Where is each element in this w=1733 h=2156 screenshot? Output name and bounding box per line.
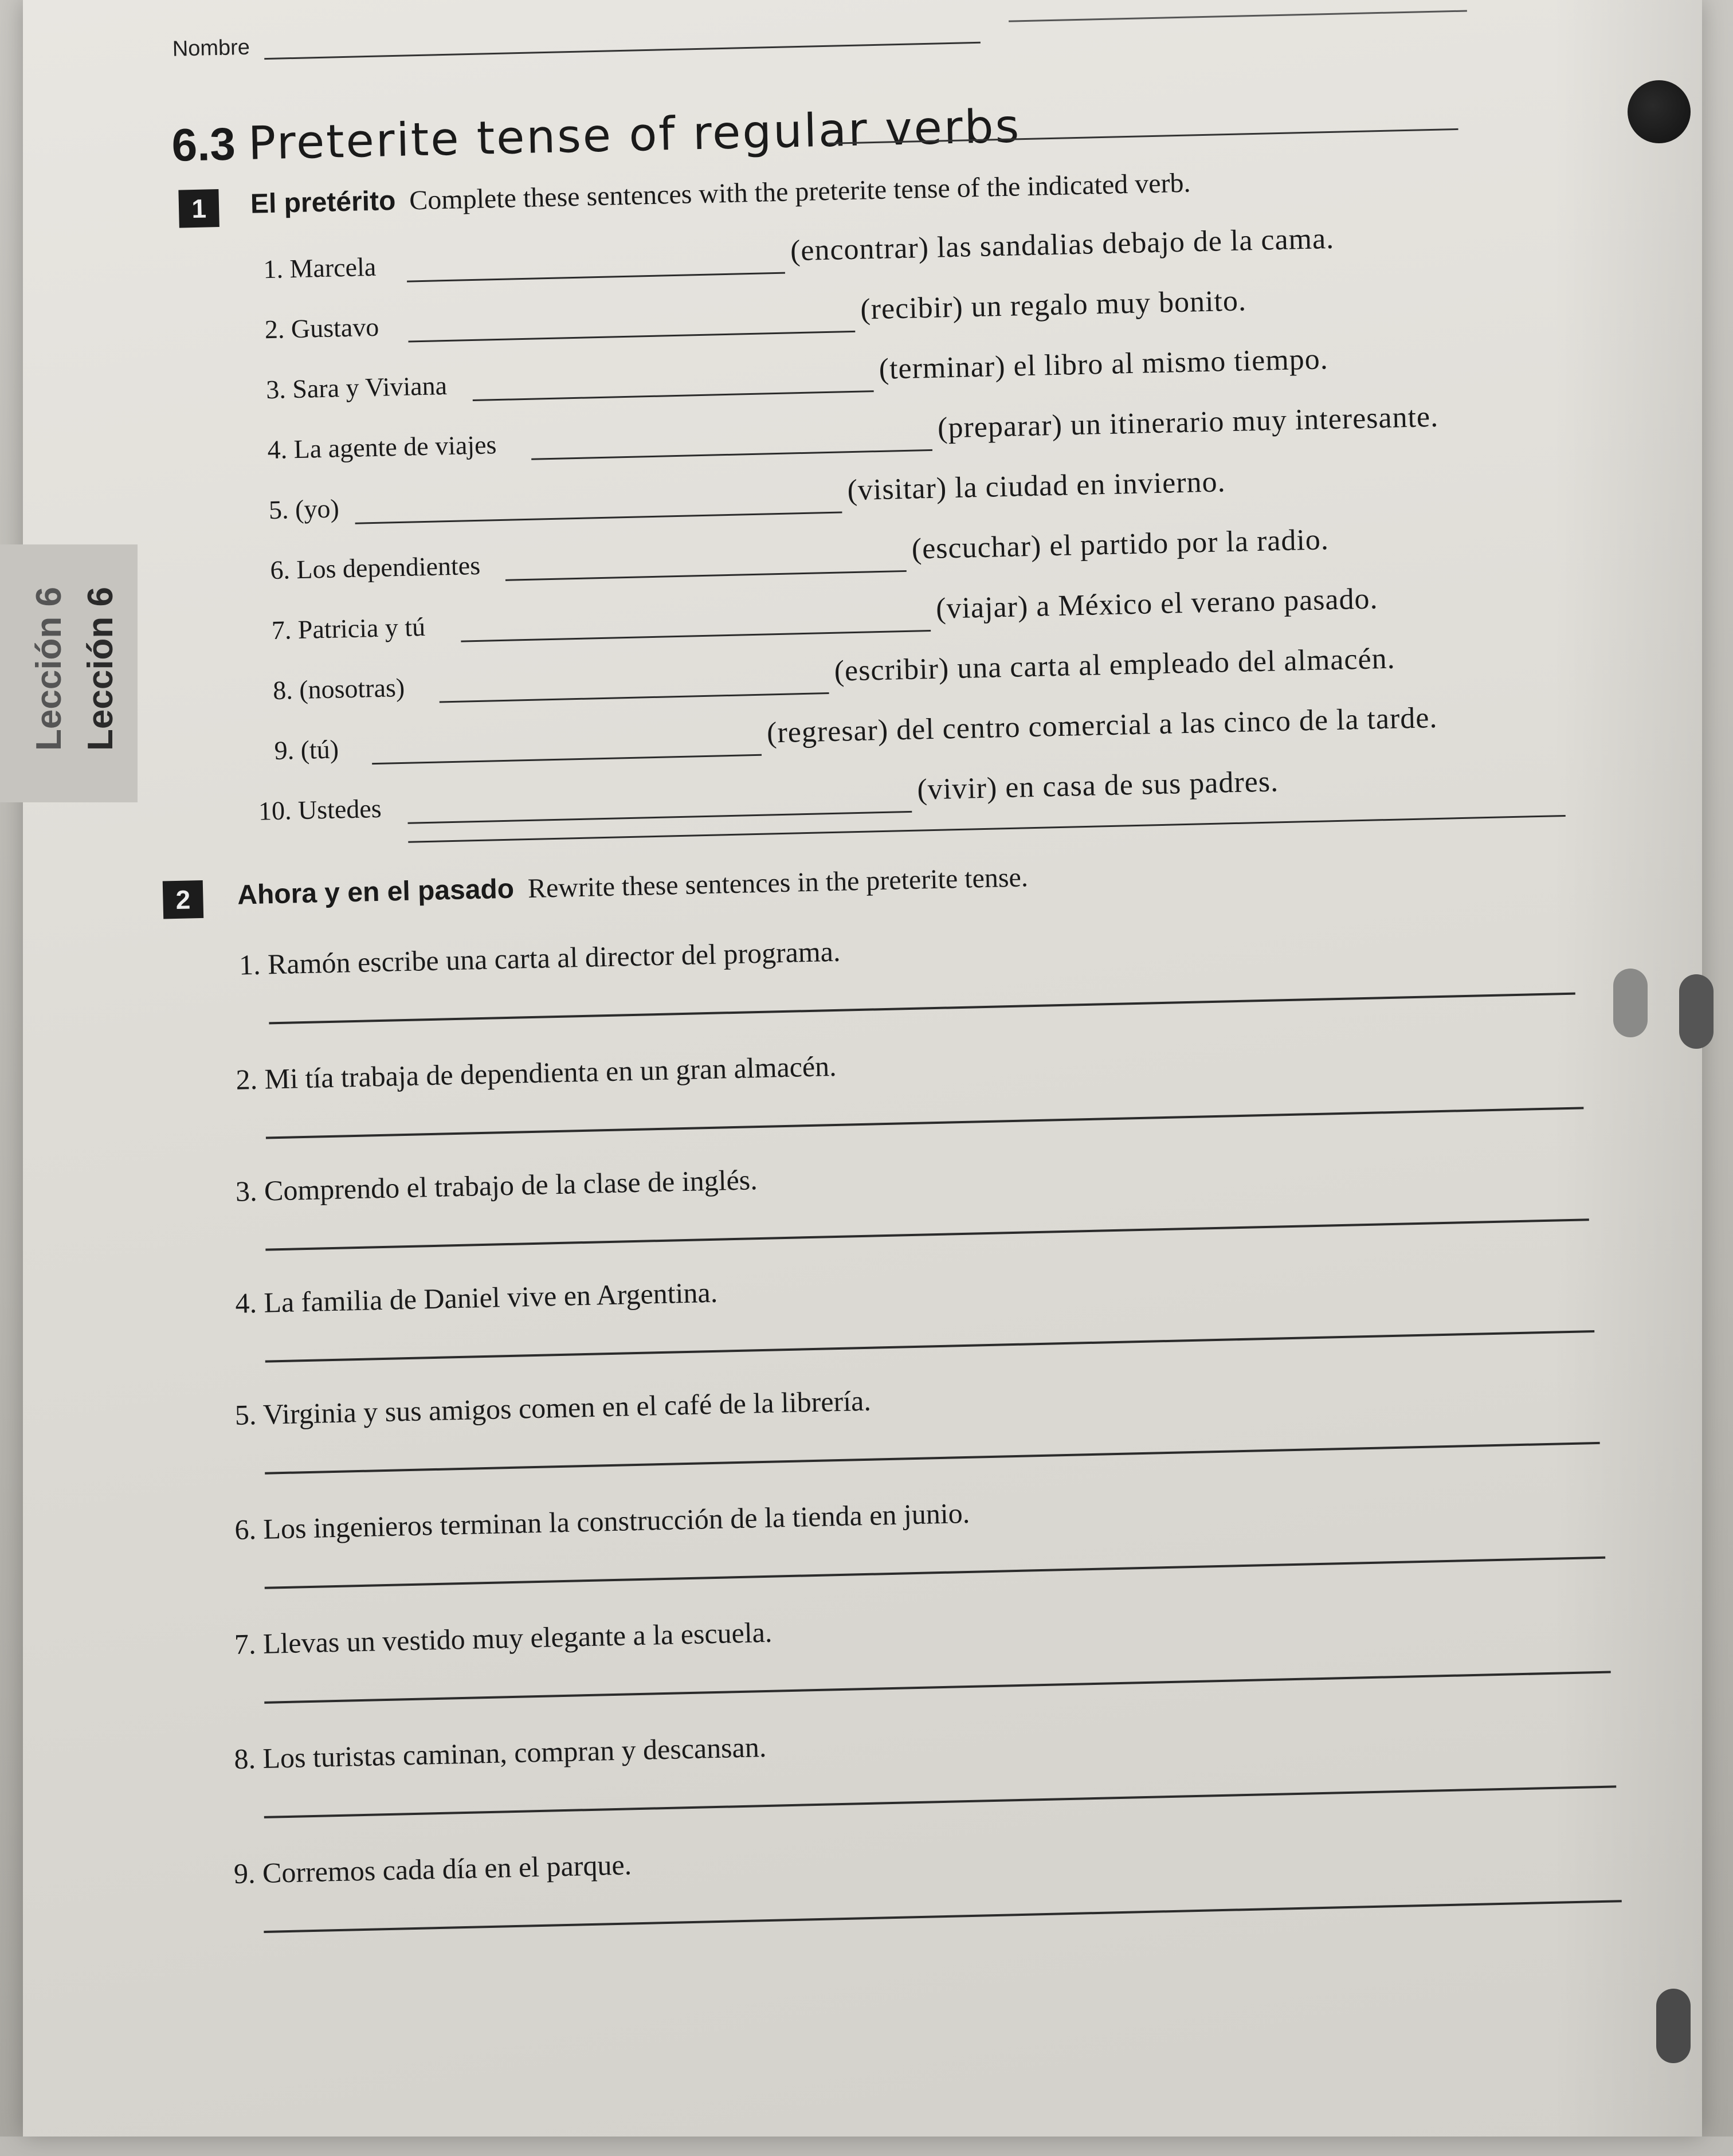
answer-blank[interactable] (355, 511, 842, 524)
exercise-2-sentence: 3. Comprendo el trabajo de la clase de inglés. (235, 1163, 758, 1208)
exercise-2-sentence: 7. Llevas un vestido muy elegante a la escuela. (234, 1616, 773, 1661)
side-tab-label-bleedthrough: Lección 6 (29, 587, 69, 751)
name-field-line[interactable] (264, 42, 981, 60)
exercise-2-answer-line[interactable] (269, 993, 1575, 1025)
exercise-2-sentence: 8. Los turistas caminan, compran y descansan. (233, 1731, 767, 1775)
exercise-2-answer-line[interactable] (264, 1785, 1616, 1818)
exercise-2-answer-line[interactable] (266, 1107, 1583, 1139)
exercise-1-instructions (250, 167, 1191, 220)
item-verb-prompt: (escribir) una carta al empleado del almacén. (834, 642, 1396, 688)
item-verb-prompt: (terminar) el libro al mismo tiempo. (879, 343, 1329, 386)
exercise-2-instructions (237, 861, 1029, 911)
answer-blank[interactable] (531, 449, 932, 460)
item-subject: 10. Ustedes (258, 793, 382, 826)
answer-blank[interactable] (461, 630, 931, 642)
item-verb-prompt: (vivir) en casa de sus padres. (916, 765, 1279, 806)
exercise-2-answer-line[interactable] (265, 1330, 1594, 1363)
exercise-1-title: El pretérito (250, 186, 396, 219)
exercise-2-sentence: 4. La familia de Daniel vive en Argentina. (234, 1276, 718, 1319)
exercise-2-title: Ahora y en el pasado (237, 873, 515, 911)
exercise-2-answer-line[interactable] (265, 1218, 1589, 1251)
section-title-text: Preterite tense of regular verbs (247, 99, 1022, 170)
item-verb-prompt: (recibir) un regalo muy bonito. (860, 284, 1247, 326)
side-tab-label: Lección 6 (81, 587, 120, 751)
section-title (171, 99, 1022, 172)
item-verb-prompt: (encontrar) las sandalias debajo de la cama. (790, 222, 1335, 268)
item-subject: 9. (tú) (274, 734, 339, 766)
item-subject: 5. (yo) (268, 493, 340, 525)
answer-blank[interactable] (407, 272, 785, 283)
section-number: 6.3 (171, 118, 236, 171)
item-subject: 6. Los dependientes (269, 550, 481, 585)
exercise-2-answer-line[interactable] (264, 1900, 1621, 1933)
item-verb-prompt: (viajar) a México el verano pasado. (935, 582, 1379, 625)
exercise-2-sentence: 6. Los ingenieros terminan la construcción de la tienda en junio. (234, 1496, 970, 1546)
item-verb-prompt: (visitar) la ciudad en invierno. (846, 465, 1226, 507)
name-label: Nombre (172, 35, 250, 61)
exercise-2-answer-line[interactable] (265, 1557, 1605, 1589)
answer-blank[interactable] (372, 754, 762, 765)
exercise-2-sentence: 2. Mi tía trabaja de dependienta en un gran almacén. (235, 1049, 837, 1096)
answer-blank[interactable] (440, 692, 829, 703)
exercise-2-answer-line[interactable] (265, 1442, 1599, 1475)
item-verb-prompt: (escuchar) el partido por la radio. (911, 523, 1330, 566)
item-verb-prompt: (regresar) del centro comercial a las cinco de la tarde. (766, 701, 1438, 750)
header-rule (1009, 10, 1467, 22)
answer-blank[interactable] (408, 331, 855, 343)
exercise-2-badge: 2 (163, 880, 203, 919)
item-subject: 1. Marcela (262, 252, 377, 284)
item-subject: 2. Gustavo (264, 312, 379, 344)
item-verb-prompt: (preparar) un itinerario muy interesante. (937, 400, 1439, 445)
item-subject: 8. (nosotras) (272, 672, 405, 705)
answer-blank[interactable] (473, 390, 874, 401)
exercise-2-answer-line[interactable] (264, 1671, 1610, 1704)
answer-blank[interactable] (408, 811, 912, 824)
item-subject: 7. Patricia y tú (271, 612, 426, 645)
exercise-2-instruction-text: Rewrite these sentences in the preterite tense. (527, 862, 1029, 904)
exercise-2-sentence: 1. Ramón escribe una carta al director del programa. (238, 935, 841, 981)
exercise-1-badge: 1 (178, 189, 219, 228)
item-subject: 3. Sara y Viviana (265, 371, 448, 405)
answer-blank[interactable] (505, 570, 907, 581)
item-subject: 4. La agente de viajes (267, 430, 497, 465)
exercise-2-sentence: 9. Corremos cada día en el parque. (233, 1848, 632, 1890)
exercise-1-instruction-text: Complete these sentences with the preterite tense of the indicated verb. (409, 167, 1191, 216)
exercise-2-sentence: 5. Virginia y sus amigos comen en el café de la librería. (234, 1384, 872, 1431)
